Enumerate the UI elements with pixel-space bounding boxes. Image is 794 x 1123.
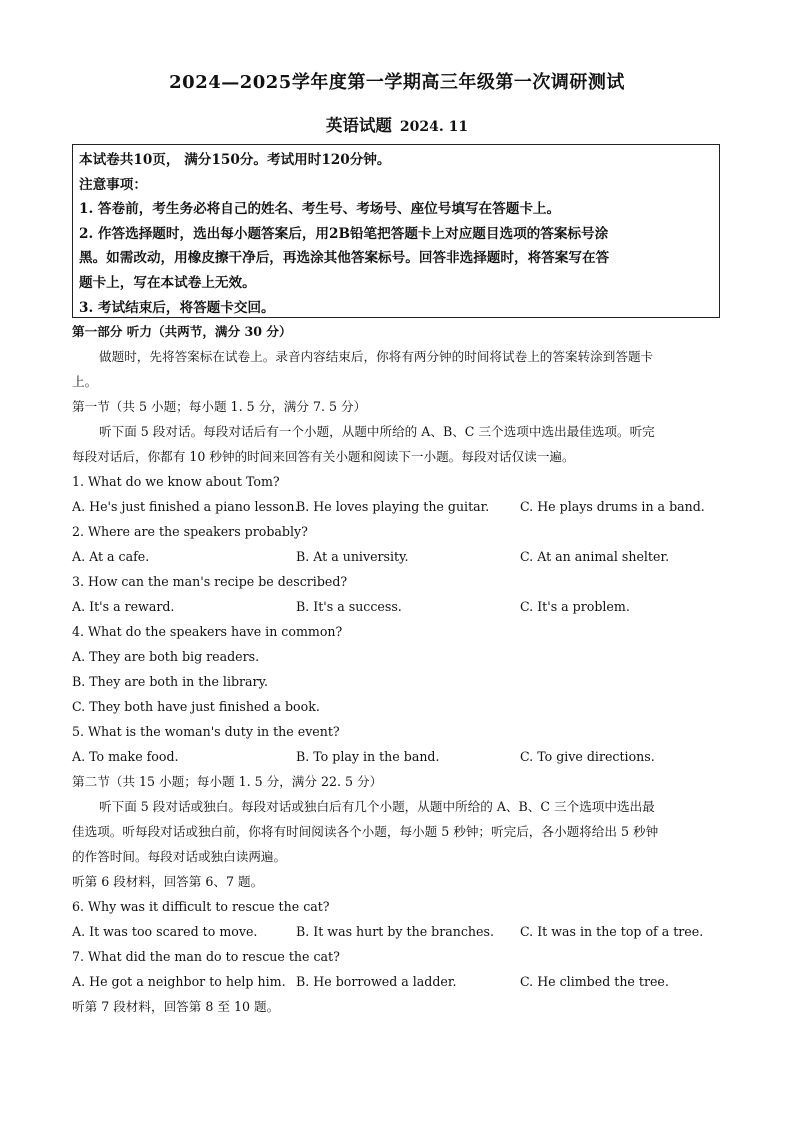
notice-line-1: 本试卷共10页， 满分150分。考试用时120分钟。: [79, 152, 391, 168]
q4-option-a: A. They are both big readers.: [72, 649, 260, 664]
q3-option-c: C. It's a problem.: [520, 599, 630, 614]
q7-option-b: B. He borrowed a ladder.: [296, 974, 457, 989]
part1-heading: 第一部分 听力（共两节，满分 30 分）: [72, 324, 292, 339]
q2-option-a: A. At a cafe.: [72, 549, 150, 564]
question-6: 6. Why was it difficult to rescue the cat?: [72, 899, 330, 914]
exam-subtitle: [0, 112, 794, 136]
notice-item-2a: 2. 作答选择题时，选出每小题答案后，用2B铅笔把答题卡上对应题目选项的答案标号涂: [79, 225, 609, 242]
material-6-label: 听第 6 段材料，回答第 6、7 题。: [72, 874, 264, 889]
notice-item-2c: 题卡上，写在本试卷上无效。: [79, 274, 256, 291]
q5-option-b: B. To play in the band.: [296, 749, 440, 764]
q6-option-c: C. It was in the top of a tree.: [520, 924, 704, 939]
q6-option-a: A. It was too scared to move.: [72, 924, 258, 939]
subject-name: 英语试题: [325, 116, 392, 135]
section1-heading: 第一节（共 5 小题；每小题 1. 5 分，满分 7. 5 分）: [72, 399, 367, 414]
q5-option-a: A. To make food.: [72, 749, 179, 764]
question-5: 5. What is the woman's duty in the event?: [72, 724, 340, 739]
question-3: 3. How can the man's recipe be described?: [72, 574, 348, 589]
q1-option-a: A. He's just finished a piano lesson.: [72, 499, 299, 514]
notice-box: [72, 144, 720, 318]
q1-option-c: C. He plays drums in a band.: [520, 499, 705, 514]
q1-option-b: B. He loves playing the guitar.: [296, 499, 490, 514]
question-2: 2. Where are the speakers probably?: [72, 524, 308, 539]
q4-option-b: B. They are both in the library.: [72, 674, 269, 689]
q3-option-a: A. It's a reward.: [72, 599, 175, 614]
section1-intro-a: 听下面 5 段对话。每段对话后有一个小题，从题中所给的 A、B、C 三个选项中选出最佳选项。听完: [99, 424, 655, 439]
notice-item-2b: 黑。如需改动，用橡皮擦干净后，再选涂其他答案标号。回答非选择题时，将答案写在答: [79, 250, 610, 267]
part1-intro-b: 上。: [72, 374, 98, 389]
q3-option-b: B. It's a success.: [296, 599, 402, 614]
exam-title: 2024—2025学年度第一学期高三年级第一次调研测试: [169, 72, 625, 93]
notice-item-3: 3. 考试结束后，将答题卡交回。: [79, 299, 275, 316]
q2-option-b: B. At a university.: [296, 549, 409, 564]
q7-option-a: A. He got a neighbor to help him.: [72, 974, 286, 989]
section2-intro-b: 佳选项。听每段对话或独白前，你将有时间阅读各个小题，每小题 5 秒钟；听完后，各小题将给出 5 秒钟: [72, 824, 659, 839]
question-7: 7. What did the man do to rescue the cat?: [72, 949, 340, 964]
material-7-label: 听第 7 段材料，回答第 8 至 10 题。: [72, 999, 280, 1014]
section2-heading: 第二节（共 15 小题；每小题 1. 5 分，满分 22. 5 分）: [72, 774, 383, 789]
question-4: 4. What do the speakers have in common?: [72, 624, 343, 639]
section2-intro-c: 的作答时间。每段对话或独白读两遍。: [72, 849, 287, 864]
q6-option-b: B. It was hurt by the branches.: [296, 924, 494, 939]
q4-option-c: C. They both have just finished a book.: [72, 699, 320, 714]
exam-date: 2024. 11: [399, 119, 469, 135]
notice-item-1: 1. 答卷前，考生务必将自己的姓名、考生号、考场号、座位号填写在答题卡上。: [79, 201, 561, 218]
section2-intro-a: 听下面 5 段对话或独白。每段对话或独白后有几个小题，从题中所给的 A、B、C 三个选项中选出最: [99, 799, 655, 814]
question-1: 1. What do we know about Tom?: [72, 474, 280, 489]
q2-option-c: C. At an animal shelter.: [520, 549, 670, 564]
part1-intro-a: 做题时，先将答案标在试卷上。录音内容结束后，你将有两分钟的时间将试卷上的答案转涂到答题卡: [99, 349, 654, 364]
section1-intro-b: 每段对话后，你都有 10 秒钟的时间来回答有关小题和阅读下一小题。每段对话仅读一遍。: [72, 449, 575, 464]
notice-heading: 注意事项：: [79, 176, 147, 193]
q7-option-c: C. He climbed the tree.: [520, 974, 669, 989]
q5-option-c: C. To give directions.: [520, 749, 655, 764]
